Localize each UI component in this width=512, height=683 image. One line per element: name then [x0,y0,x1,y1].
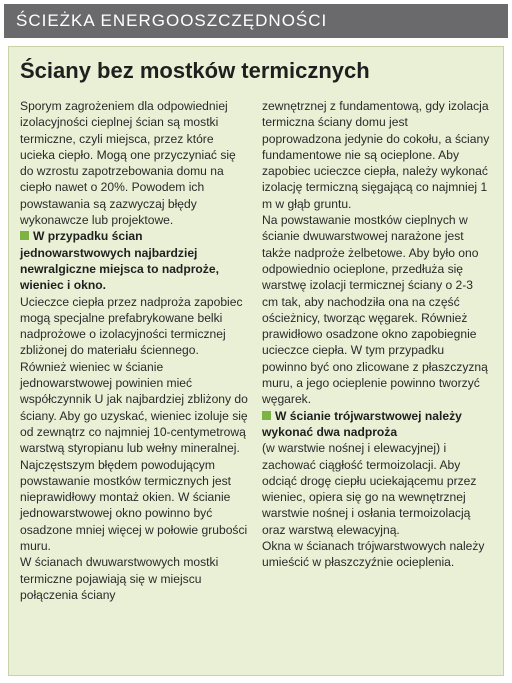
section-title: ŚCIEŻKA ENERGOOSZCZĘDNOŚCI [16,11,328,30]
lead-text: W ścianie trójwarstwowej należy wykonać dwa nadproża [262,408,462,439]
article-column-left [20,98,248,603]
article-title: Ściany bez mostków termicznych [20,58,370,83]
body-paragraph: W ścianach dwuwarstwowych mostki termiczne pojawiają się w miejscu połączenia ściany [20,555,219,602]
body-paragraph: Ucieczce ciepła przez nadproża zapobiec mogą specjalne prefabrykowane belki nadprożowe o izolacyjności termicznej zbliżonej do materiału ściennego. Również wieniec w ścianie jednowarstwowej powinien mieć współczynnik U jak najbardziej zbliżony do ściany. Aby go uzyskać, wieniec izoluje się od zewnątrz co najmniej 10-centymetrową warstwą styropianu lub wełny mineralnej. Najczęstszym błędem powodującym powstawanie mostków termicznych jest nieprawidłowy montaż okien. W ścianie jednowarstwowej okno powinno być osadzone mniej więcej w połowie grubości muru. [20,294,248,554]
lead-paragraph-triple-layer [262,408,490,441]
lead-text: W przypadku ścian jednowarstwowych najbardziej newralgiczne miejsca to nadproże, wieniec i okno. [20,229,219,293]
body-paragraph: Na powstawanie mostków cieplnych w ścianie dwuwarstwowej narażone jest także nadproże żelbetowe. Aby było ono odpowiednio ocieplone, przedłuża się warstwę izolacji termicznej ściany o 2-3 cm tak, aby nachodziła ona na część ościeżnicy, tworząc węgarek. Również prawidłowo osadzone okno zapobiegnie ucieczce ciepła. W tym przypadku powinno być ono zlicowane z płaszczyzną muru, a jego ocieplenie powinno tworzyć węgarek. [262,213,488,407]
body-paragraph: Okna w ścianach trójwarstwowych należy umieścić w płaszczyźnie ocieplenia. [262,539,485,570]
intro-paragraph: Sporym zagrożeniem dla odpowiedniej izolacyjności cieplnej ścian są mostki termiczne, czyli miejsca, przez które ucieka ciepło. Mogą one przyczyniać się do wzrostu zapotrzebowania domu na ciepło nawet o 20%. Powodem ich powstawania są zazwyczaj błędy wykonawcze lub projektowe. [20,99,236,228]
section-header [4,4,508,38]
lead-paragraph-single-layer [20,228,248,293]
square-bullet-icon [20,231,29,240]
body-paragraph: zewnętrznej z fundamentową, gdy izolacja termiczna ściany domu jest poprowadzona jedynie do cokołu, a ściany fundamentowe nie są ocieplone. Aby zapobiec ucieczce ciepła, należy wykonać izolację termiczną sięgającą co najmniej 1 m w głąb gruntu. [262,99,490,211]
square-bullet-icon [262,411,271,420]
body-paragraph: (w warstwie nośnej i elewacyjnej) i zachować ciągłość termoizolacji. Aby odciąć drogę ciepłu uciekającemu przez wieniec, opiera się go na wewnętrznej warstwie nośnej i osłania termoizolacją oraz warstwą elewacyjną. [262,441,477,537]
article-column-right [262,98,490,571]
